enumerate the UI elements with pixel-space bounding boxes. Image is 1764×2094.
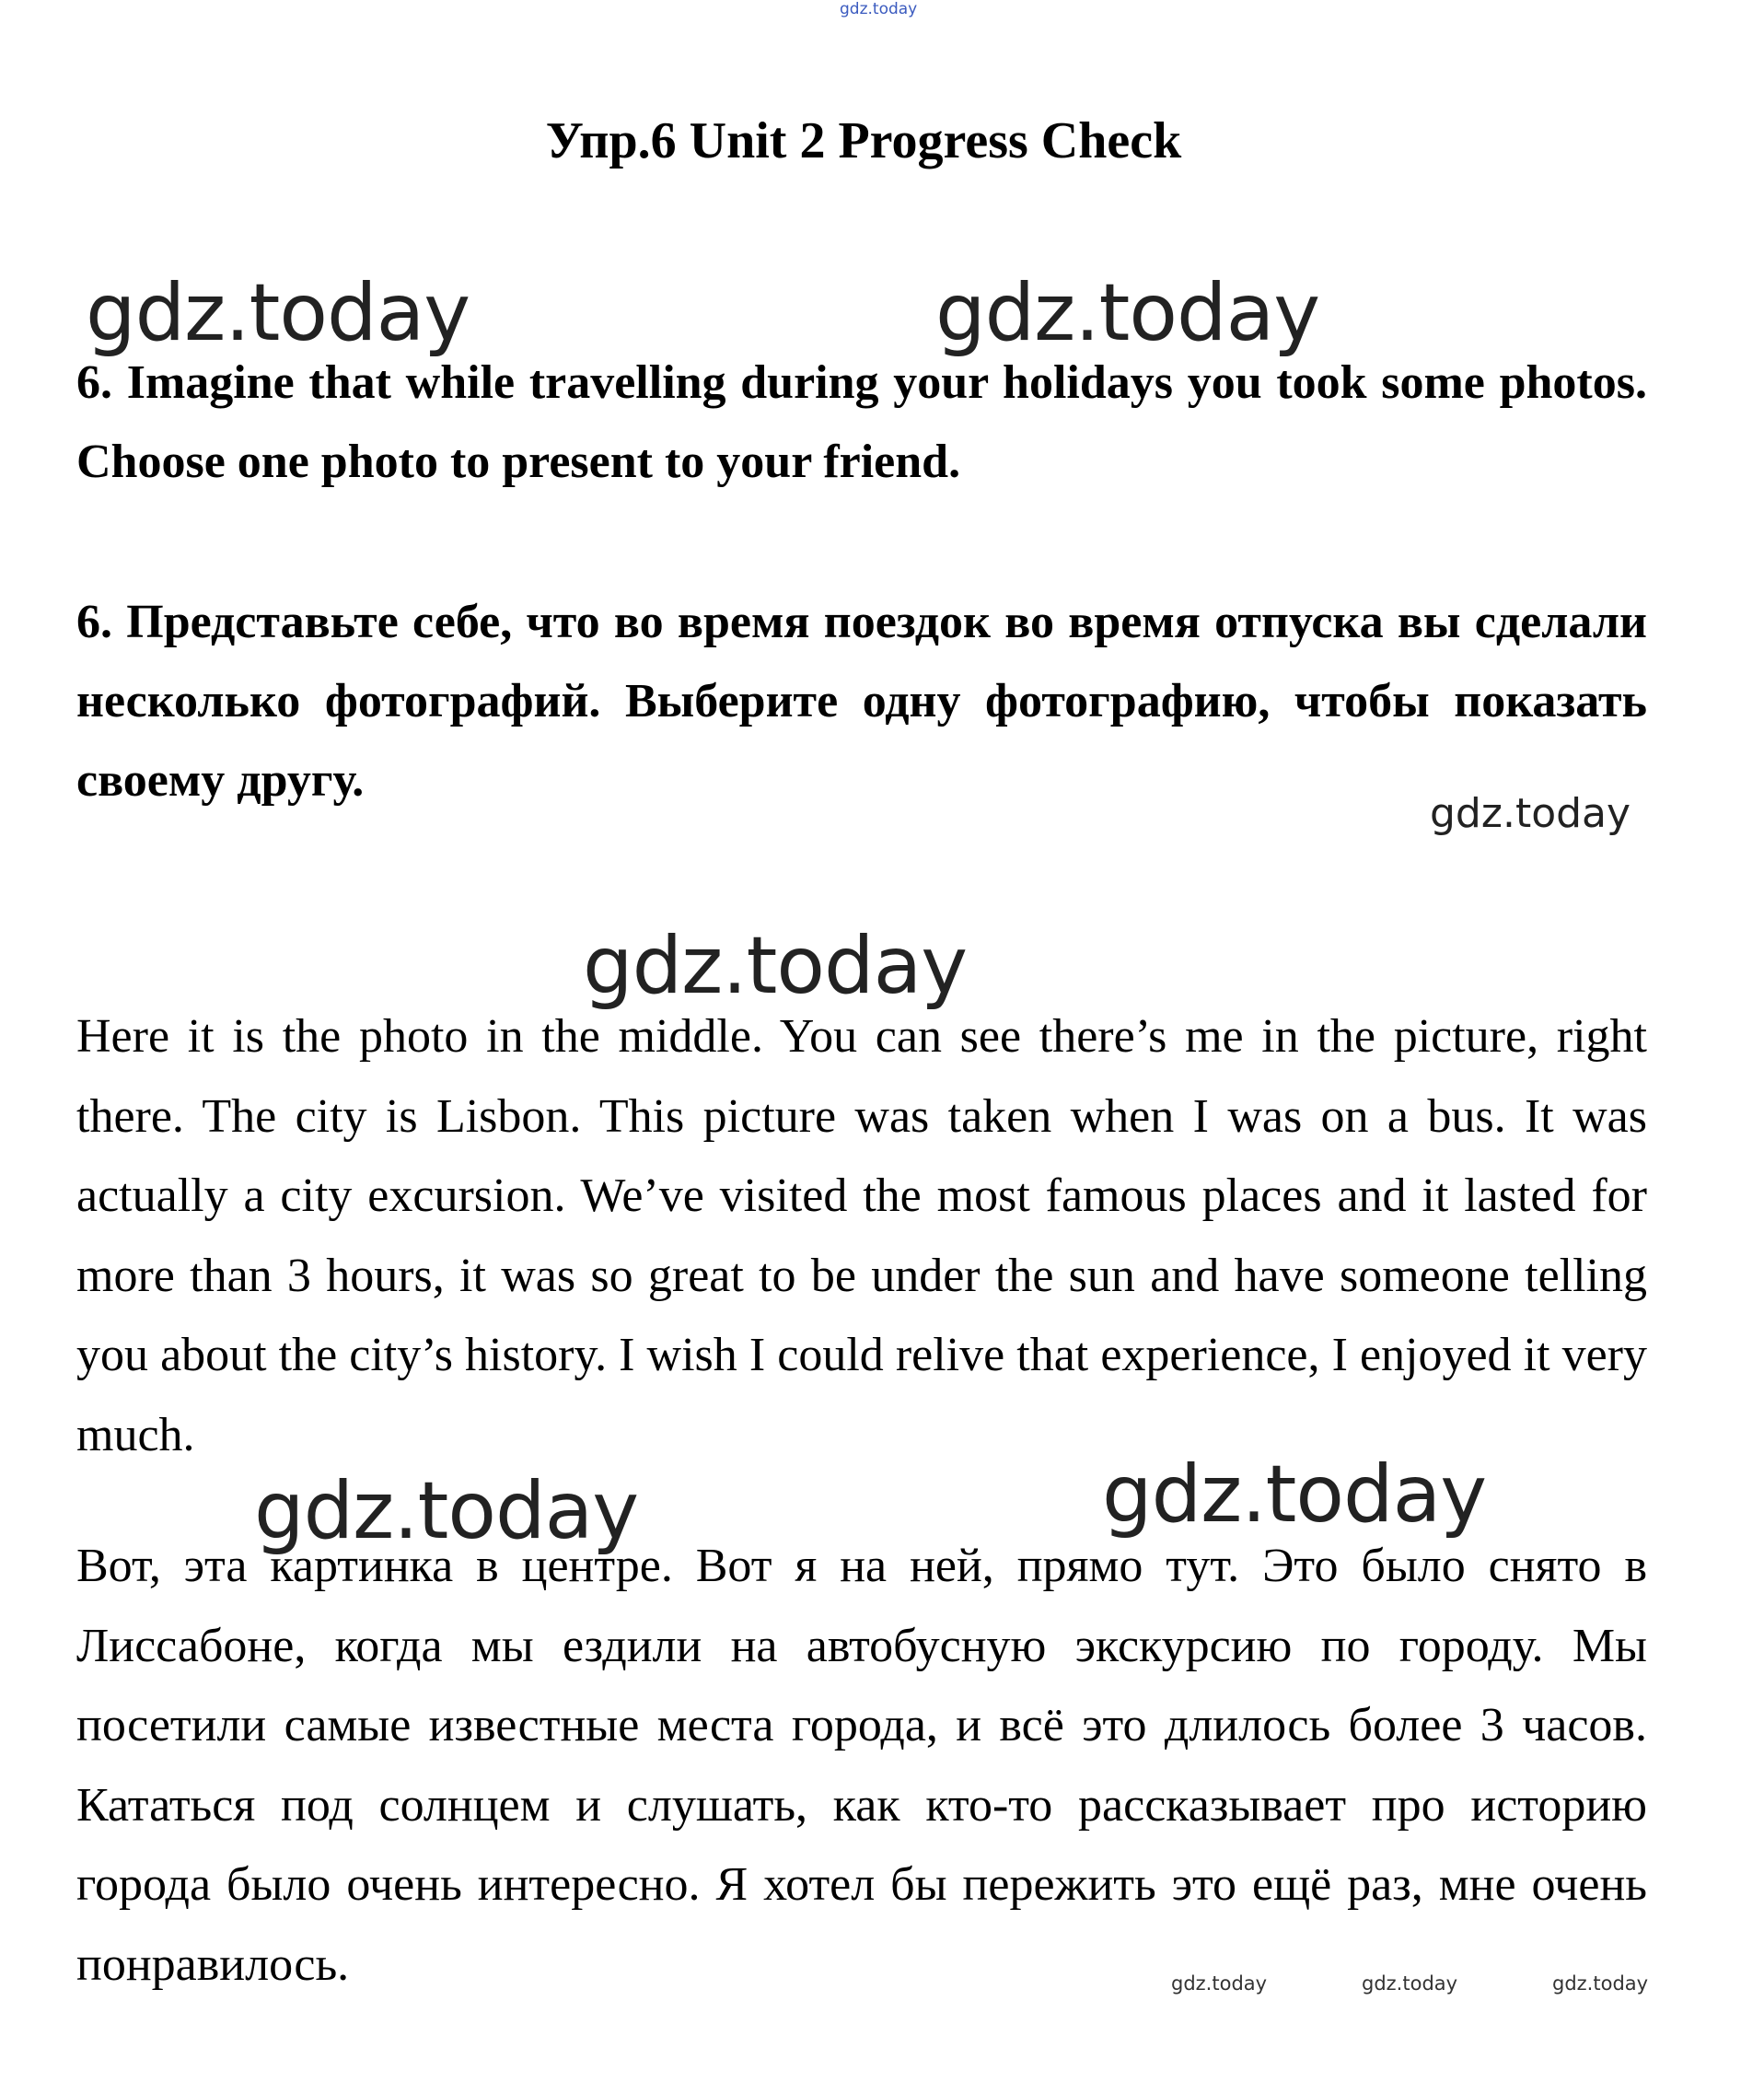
page-title: Упр.6 Unit 2 Progress Check — [545, 112, 1182, 169]
task-text-english: 6. Imagine that while travelling during your holidays you took some photos. Choose one photo to present to your friend. — [76, 356, 1647, 488]
watermark-big: gdz.today — [86, 267, 470, 359]
watermark-small: gdz.today — [1552, 1972, 1649, 1995]
task-text-russian: 6. Представьте себе, что во время поездок во время отпуска вы сделали несколько фотографий. Выберите одну фотографию, чтобы показать своему другу. — [76, 596, 1647, 807]
answer-text-russian: Вот, эта картинка в центре. Вот я на ней, прямо тут. Это было снято в Лиссабоне, когда мы ездили на автобусную экскурсию по городу. Мы посетили самые известные места города, и всё это длилось более 3 часов. Кататься под солнцем и слушать, как кто-то рассказывает про историю города было очень интересно. Я хотел бы пережить это ещё раз, мне очень понравилось. — [76, 1540, 1647, 1991]
answer-text-english: Here it is the photo in the middle. You can see there’s me in the picture, right there. The city is Lisbon. This picture was taken when I was on a bus. It was actually a city excursion. We’ve visited the most famous places and it lasted for more than 3 hours, it was so great to be under the sun and have someone telling you about the city’s history. I wish I could relive that experience, I enjoyed it very much. — [76, 1010, 1647, 1461]
watermark-big: gdz.today — [935, 267, 1320, 359]
watermark-big: gdz.today — [1102, 1448, 1487, 1541]
watermark-big: gdz.today — [583, 920, 968, 1012]
watermark-medium: gdz.today — [1430, 790, 1631, 837]
watermark-top: gdz.today — [840, 0, 918, 18]
watermark-small: gdz.today — [1362, 1972, 1458, 1995]
watermark-small: gdz.today — [1171, 1972, 1268, 1995]
watermark-big: gdz.today — [254, 1465, 639, 1557]
